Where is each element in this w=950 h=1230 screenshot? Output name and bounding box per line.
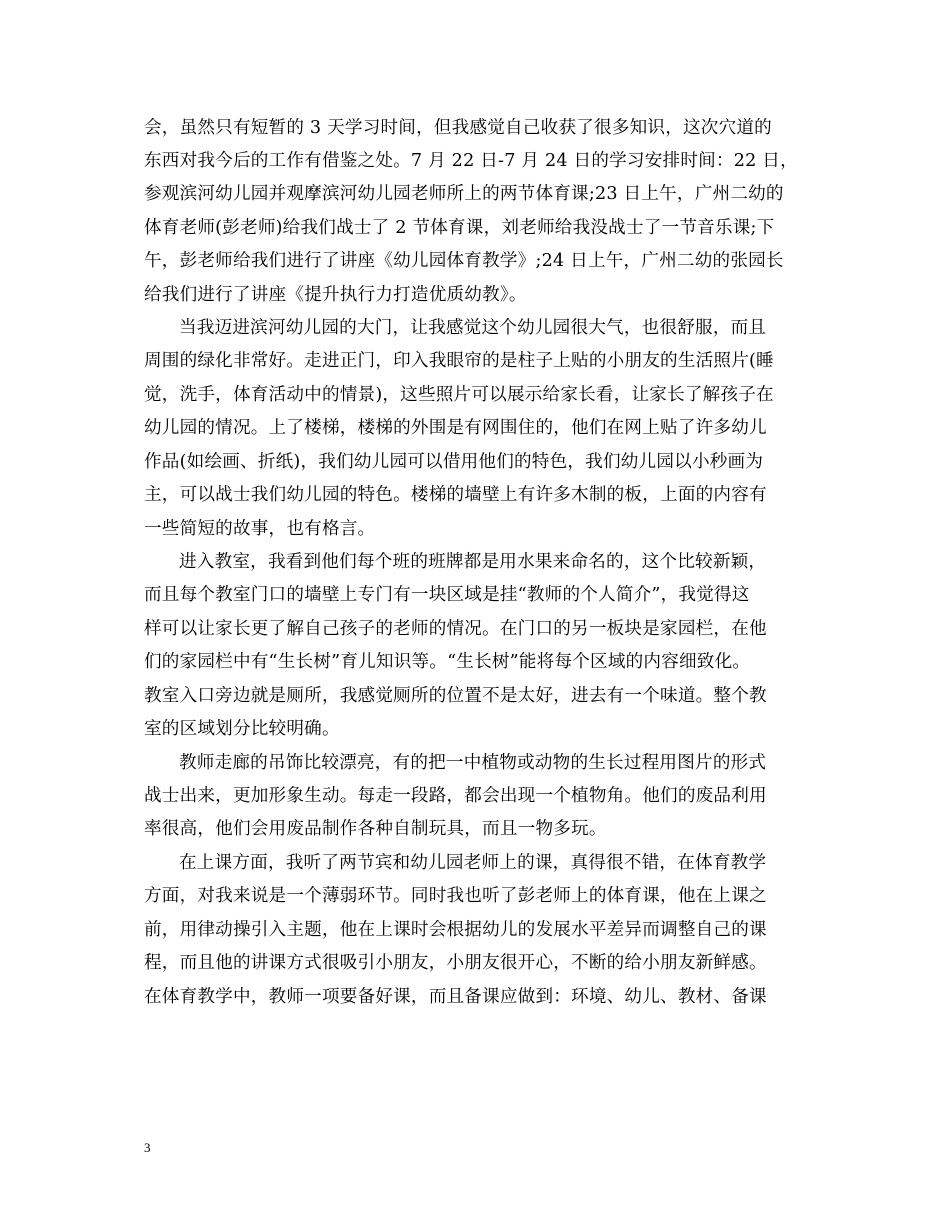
- text-line: 在体育教学中，教师一项要备好课，而且备课应做到：环境、幼儿、教材、备课: [144, 987, 767, 1007]
- text-line: 程，而且他的讲课方式很吸引小朋友，小朋友很开心，不断的给小朋友新鲜感。: [144, 953, 767, 973]
- text-line: 参观滨河幼儿园并观摩滨河幼儿园老师所上的两节体育课;23 日上午，广州二幼的: [144, 184, 784, 204]
- text-line: 样可以让家长更了解自己孩子的老师的情况。在门口的另一板块是家园栏，在他: [144, 619, 767, 639]
- paragraph-first-line: 进入教室，我看到他们每个班的班牌都是用水果来命名的，这个比较新颖，: [179, 552, 767, 572]
- page-number: 3: [144, 1140, 151, 1155]
- text-line: 方面，对我来说是一个薄弱环节。同时我也听了彭老师上的体育课，他在上课之: [144, 886, 767, 906]
- text-line: 作品(如绘画、折纸)，我们幼儿园可以借用他们的特色，我们幼儿园以小秒画为: [144, 452, 764, 472]
- paragraph-first-line: 教师走廊的吊饰比较漂亮，有的把一中植物或动物的生长过程用图片的形式: [179, 753, 767, 773]
- paragraph-first-line: 在上课方面，我听了两节宾和幼儿园老师上的课，真得很不错，在体育教学: [179, 853, 767, 873]
- text-line: 率很高，他们会用废品制作各种自制玩具，而且一物多玩。: [144, 819, 607, 839]
- text-line: 体育老师(彭老师)给我们战士了 2 节体育课，刘老师给我没战士了一节音乐课;下: [144, 218, 775, 238]
- text-line: 幼儿园的情况。上了楼梯，楼梯的外围是有网围住的，他们在网上贴了许多幼儿: [144, 418, 767, 438]
- text-line: 教室入口旁边就是厕所，我感觉厕所的位置不是太好，进去有一个味道。整个教: [144, 686, 767, 706]
- text-line: 觉，洗手，体育活动中的情景)，这些照片可以展示给家长看，让家长了解孩子在: [144, 385, 774, 405]
- text-line: 室的区域划分比较明确。: [144, 719, 340, 739]
- text-line: 主，可以战士我们幼儿园的特色。楼梯的墙壁上有许多木制的板，上面的内容有: [144, 485, 767, 505]
- text-line: 东西对我今后的工作有借鉴之处。7 月 22 日-7 月 24 日的学习安排时间：22 日，: [144, 151, 798, 171]
- paragraph-first-line: 当我迈进滨河幼儿园的大门，让我感觉这个幼儿园很大气，也很舒服，而且: [179, 318, 767, 338]
- text-line: 而且每个教室门口的墙壁上专门有一块区域是挂“教师的个人简介”，我觉得这: [144, 585, 750, 605]
- text-line: 给我们进行了讲座《提升执行力打造优质幼教》。: [144, 285, 527, 305]
- text-line: 前，用律动操引入主题，他在上课时会根据幼儿的发展水平差异而调整自己的课: [144, 920, 767, 940]
- text-line: 们的家园栏中有“生长树”育儿知识等。“生长树”能将每个区域的内容细致化。: [144, 652, 751, 672]
- text-line: 午，彭老师给我们进行了讲座《幼儿园体育教学》;24 日上午，广州二幼的张园长: [144, 251, 784, 271]
- text-line: 周围的绿化非常好。走进正门，印入我眼帘的是柱子上贴的小朋友的生活照片(睡: [144, 351, 774, 371]
- text-line: 一些简短的故事，也有格言。: [144, 519, 376, 539]
- text-line: 战士出来，更加形象生动。每走一段路，都会出现一个植物角。他们的废品利用: [144, 786, 767, 806]
- text-line: 会，虽然只有短暂的 3 天学习时间，但我感觉自己收获了很多知识，这次穴道的: [144, 118, 772, 138]
